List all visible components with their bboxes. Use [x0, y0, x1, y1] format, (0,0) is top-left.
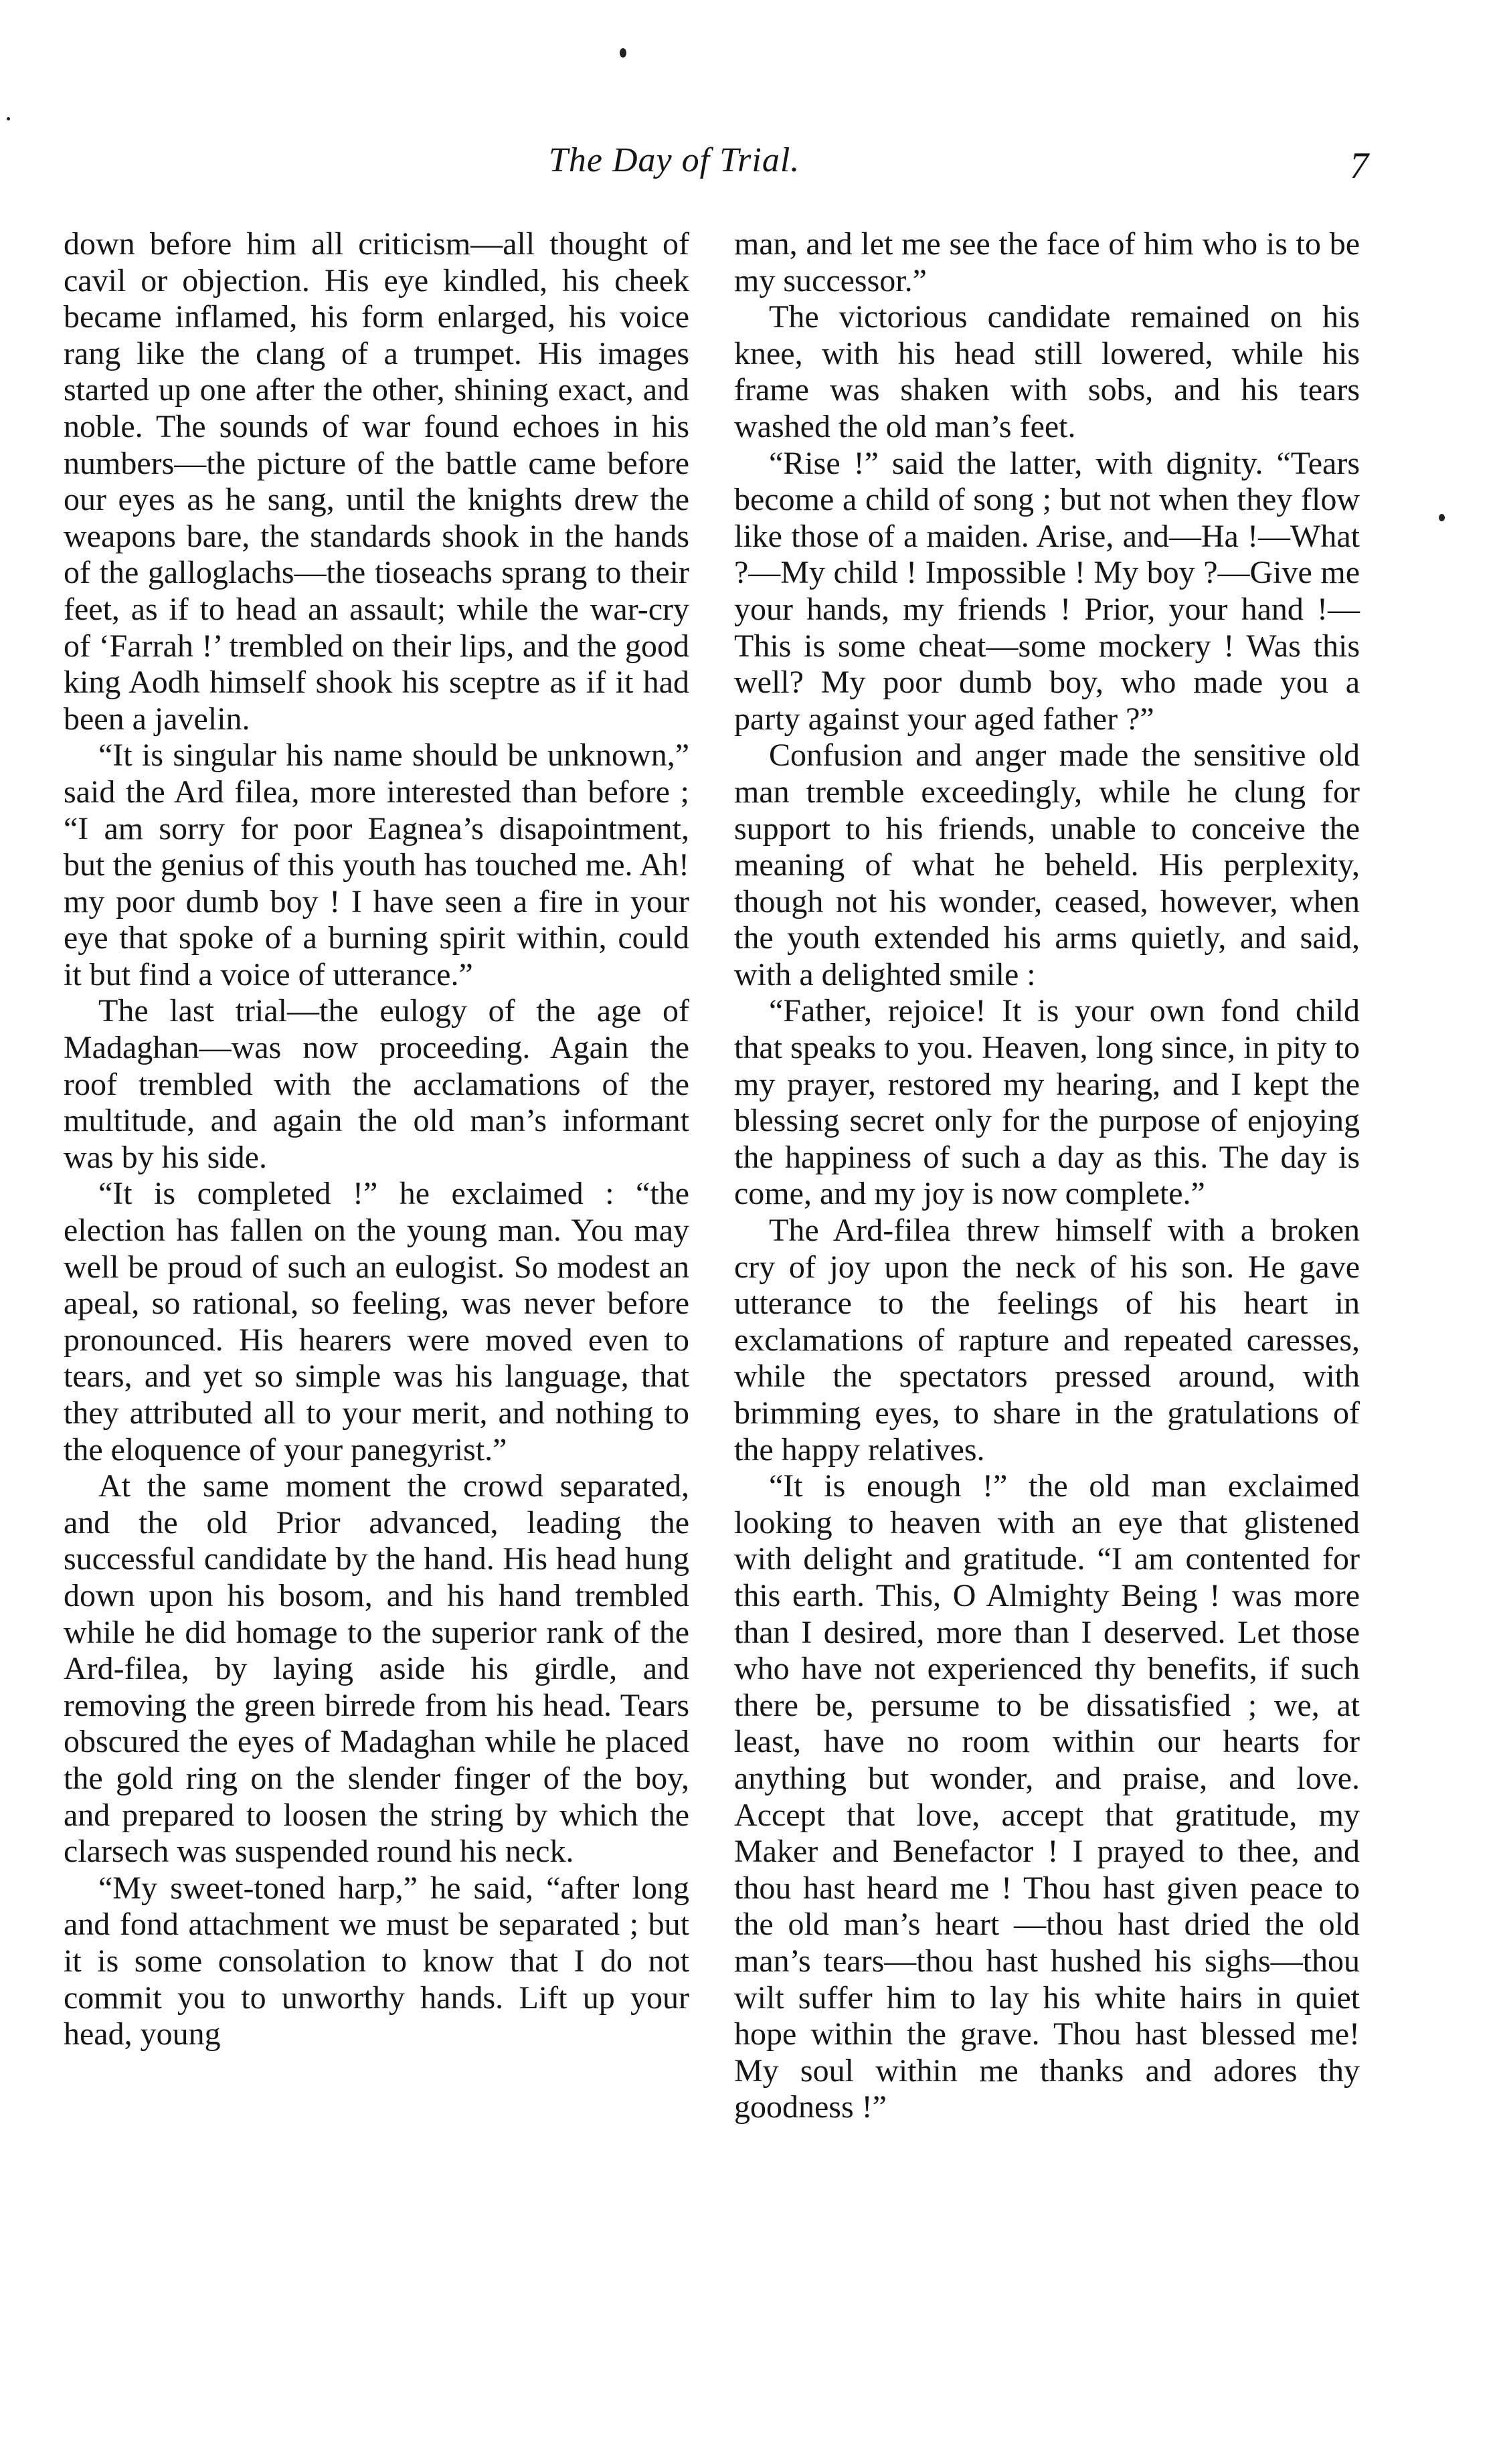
left-column — [64, 226, 689, 2053]
ink-speck — [620, 48, 626, 58]
paragraph: “It is singular his name should be unknown,” said the Ard filea, more interested than before ; “I am sorry for poor Eagnea’s disapointment, but the genius of this youth has touched me. Ah! my poor dumb boy ! I have seen a fire in your eye that spoke of a burning spirit within, could it but find a voice of utterance.” — [64, 737, 689, 992]
paragraph: “Father, rejoice! It is your own fond child that speaks to you. Heaven, long since, in pity to my prayer, restored my hearing, and I kept the blessing secret only for the purpose of enjoying the happiness of such a day as this. The day is come, and my joy is now complete.” — [734, 993, 1360, 1212]
paragraph: The last trial—the eulogy of the age of Madaghan—was now proceeding. Again the roof trembled with the acclamations of the multitude, and again the old man’s informant was by his side. — [64, 993, 689, 1175]
running-title: The Day of Trial. — [549, 141, 800, 179]
paragraph: The Ard-filea threw himself with a broken cry of joy upon the neck of his son. He gave utterance to the feelings of his heart in exclamations of rapture and repeated caresses, while the spectators pressed around, with brimming eyes, to share in the gratulations of the happy relatives. — [734, 1213, 1360, 1468]
paragraph: man, and let me see the face of him who is to be my successor.” — [734, 226, 1360, 298]
right-column — [734, 226, 1360, 2126]
paragraph: Confusion and anger made the sensitive old man tremble exceedingly, while he clung for support to his friends, unable to conceive the meaning of what he beheld. His perplexity, though not his wonder, ceased, however, when the youth extended his arms quietly, and said, with a delighted smile : — [734, 737, 1360, 992]
ink-speck — [7, 117, 10, 120]
page-number: 7 — [1350, 145, 1369, 187]
paragraph: “It is completed !” he exclaimed : “the election has fallen on the young man. You may well be proud of such an eulogist. So modest an apeal, so rational, so feeling, was never before pronounced. His hearers were moved even to tears, and yet so simple was his language, that they attributed all to your merit, and nothing to the eloquence of your panegyrist.” — [64, 1176, 689, 1468]
paragraph: down before him all criticism—all thought of cavil or objection. His eye kindled, his cheek became inflamed, his form enlarged, his voice rang like the clang of a trumpet. His images started up one after the other, shining exact, and noble. The sounds of war found echoes in his numbers—the picture of the battle came before our eyes as he sang, until the knights drew the weapons bare, the standards shook in the hands of the galloglachs—the tioseachs sprang to their feet, as if to head an assault; while the war-cry of ‘Farrah !’ trembled on their lips, and the good king Aodh himself shook his sceptre as if it had been a javelin. — [64, 226, 689, 737]
ink-speck — [1439, 514, 1445, 521]
paragraph: “It is enough !” the old man exclaimed looking to heaven with an eye that glistened with delight and gratitude. “I am contented for this earth. This, O Almighty Being ! was more than I desired, more than I deserved. Let those who have not experienced thy benefits, if such there be, persume to be dissatisfied ; we, at least, have no room within our hearts for anything but wonder, and praise, and love. Accept that love, accept that gratitude, my Maker and Benefactor ! I prayed to thee, and thou hast heard me ! Thou hast given peace to the old man’s heart —thou hast dried the old man’s tears—thou hast hushed his sighs—thou wilt suffer him to lay his white hairs in quiet hope within the grave. Thou hast blessed me! My soul within me thanks and adores thy goodness !” — [734, 1468, 1360, 2125]
paragraph: “Rise !” said the latter, with dignity. “Tears become a child of song ; but not when they flow like those of a maiden. Arise, and—Ha !—What ?—My child ! Impossible ! My boy ?—Give me your hands, my friends ! Prior, your hand !—This is some cheat—some mockery ! Was this well? My poor dumb boy, who made you a party against your aged father ?” — [734, 445, 1360, 737]
paragraph: “My sweet-toned harp,” he said, “after long and fond attachment we must be separated ; but it is some consolation to know that I do not commit you to unworthy hands. Lift up your head, young — [64, 1870, 689, 2052]
paragraph: The victorious candidate remained on his knee, with his head still lowered, while his frame was shaken with sobs, and his tears washed the old man’s feet. — [734, 299, 1360, 444]
paragraph: At the same moment the crowd separated, and the old Prior advanced, leading the successful candidate by the hand. His head hung down upon his bosom, and his hand trembled while he did homage to the superior rank of the Ard-filea, by laying aside his girdle, and removing the green birrede from his head. Tears obscured the eyes of Madaghan while he placed the gold ring on the slender finger of the boy, and prepared to loosen the string by which the clarsech was suspended round his neck. — [64, 1468, 689, 1870]
